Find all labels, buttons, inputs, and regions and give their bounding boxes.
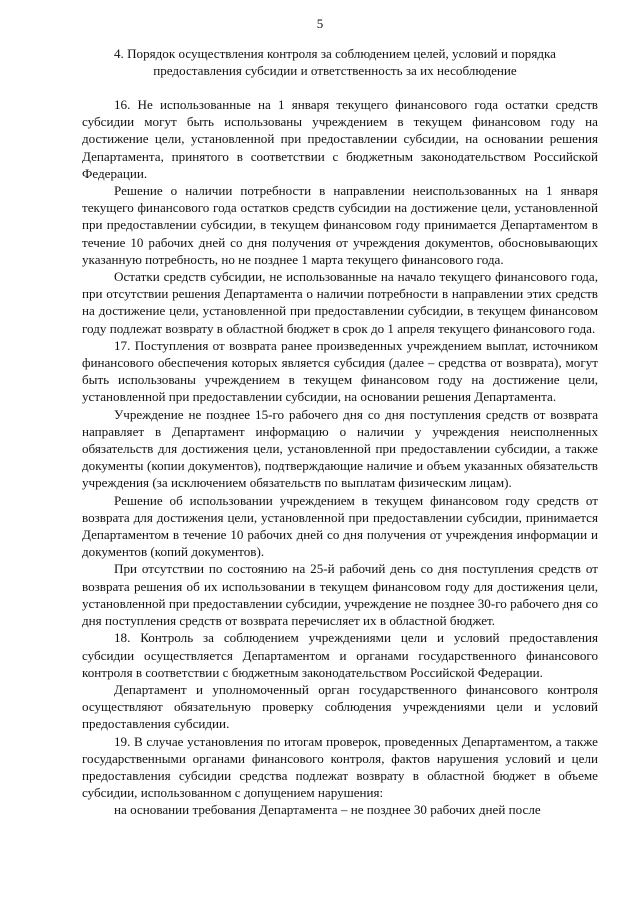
paragraph-16-decision: Решение о наличии потребности в направлении неиспользованных на 1 января текущего финансового года остатков средств субсидии на достижение цели, установленной при предоставлении субсидии, в текущем финансовом году принимается Департаментом в течение 10 рабочих дней со дня получения от учреждения документов, обосновывающих указанную потребность, но не позднее 1 марта текущего финансового года. <box>82 183 598 267</box>
section-title: 4. Порядок осуществления контроля за соблюдением целей, условий и порядка предоставления субсидии и ответственность за их несоблюдение <box>113 46 556 78</box>
paragraph-16: 16. Не использованные на 1 января текущего финансового года остатки средств субсидии могут быть использованы учреждением в текущем финансовом году на достижение цели, установленной при предоставлении субсидии, на основании решения Департамента, принятого в соответствии с бюджетным законодательством Российской Федерации. <box>82 97 598 181</box>
document-body <box>82 96 598 819</box>
paragraph-17-transfer: При отсутствии по состоянию на 25-й рабочий день со дня поступления средств от возврата решения об их использовании в текущем финансовом году для достижения цели, установленной при предоставлении субсидии, учреждение не позднее 30-го рабочего дня со дня поступления средств от возврата перечисляет их в областной бюджет. <box>82 561 598 629</box>
paragraph-18: 18. Контроль за соблюдением учреждениями цели и условий предоставления субсидии осуществляется Департаментом и органами государственного финансового контроля в соответствии с бюджетным законодательством Российской Федерации. <box>82 630 598 680</box>
paragraph-17-decision: Решение об использовании учреждением в текущем финансовом году средств от возврата для достижения цели, установленной при предоставлении субсидии, принимается Департаментом в течение 10 рабочих дней со дня получения от учреждения информации и документов (копий документов). <box>82 492 598 560</box>
paragraph-17: 17. Поступления от возврата ранее произведенных учреждением выплат, источником финансового обеспечения которых является субсидия (далее – средства от возврата), могут быть использованы учреждением в текущем финансовом году на достижение цели, установленной при предоставлении субсидии, на основании решения Департамента. <box>82 337 598 405</box>
paragraph-16-remainder: Остатки средств субсидии, не использованные на начало текущего финансового года, при отсутствии решения Департамента о наличии потребности в направлении этих средств на достижение цели, установленной при предоставлении субсидии, в текущем финансовом году подлежат возврату в областной бюджет в срок до 1 апреля текущего финансового года. <box>82 269 598 336</box>
page-number: 5 <box>316 16 324 31</box>
paragraph-19: 19. В случае установления по итогам проверок, проведенных Департаментом, а также государственными органами финансового контроля, фактов нарушения условий и цели предоставления субсидии средства подлежат возврату в областной бюджет в объеме субсидии, использованном с допущением нарушения: <box>82 733 598 801</box>
paragraph-17-information: Учреждение не позднее 15-го рабочего дня со дня поступления средств от возврата направляет в Департамент информацию о наличии у учреждения неисполненных обязательств для достижения цели, установленной при предоставлении субсидии, а также документы (копии документов), подтверждающие наличие и объем указанных обязательств учреждения (за исключением обязательств по выплатам физическим лицам). <box>82 406 598 491</box>
paragraph-18-check: Департамент и уполномоченный орган государственного финансового контроля осуществляют обязательную проверку соблюдения учреждениями цели и условий предоставления субсидии. <box>82 681 598 732</box>
paragraph-19-requirement: на основании требования Департамента – не позднее 30 рабочих дней после <box>114 802 541 818</box>
